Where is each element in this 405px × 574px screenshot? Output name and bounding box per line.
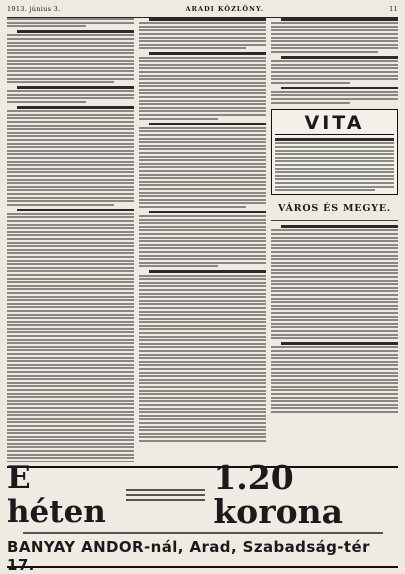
column-middle [139, 18, 266, 462]
ad-lead-text: E héten [7, 459, 106, 530]
vita-advertisement [271, 109, 398, 196]
article-text-block [7, 18, 134, 27]
article-text-block [271, 342, 398, 413]
article-text-block [271, 56, 398, 84]
article-text-block [7, 209, 134, 462]
ad-price: 1.20 korona [213, 457, 343, 531]
article-text-block [139, 52, 266, 119]
article-text-block [271, 225, 398, 339]
bottom-advertisement [7, 457, 398, 574]
article-text-block [139, 211, 266, 268]
newspaper-title: ARADI KÖZLÖNY. [185, 5, 265, 13]
article-text-block [7, 30, 134, 83]
article-text-block [7, 86, 134, 103]
article-text-block [271, 87, 398, 104]
ad-fine-print [126, 489, 205, 501]
article-columns [7, 18, 398, 462]
article-text-block [271, 18, 398, 53]
ad-headline-row [7, 457, 398, 531]
column-left [7, 18, 134, 462]
section-rule [271, 220, 398, 221]
article-text-block [7, 106, 134, 206]
column-right [271, 18, 398, 462]
section-heading: VÁROS ÉS MEGYE. [278, 203, 391, 215]
page-number: 11 [389, 5, 398, 13]
ad-address: BANYAY ANDOR-nál, Arad, Szabadság-tér 17. [7, 537, 370, 574]
article-text-block [139, 270, 266, 442]
page-header [7, 5, 398, 18]
article-text-block [139, 18, 266, 49]
ad-description [23, 532, 383, 534]
issue-date: 1913. június 3. [7, 5, 61, 13]
vita-ad-title: VITA [275, 113, 394, 135]
article-text-block [139, 123, 266, 208]
